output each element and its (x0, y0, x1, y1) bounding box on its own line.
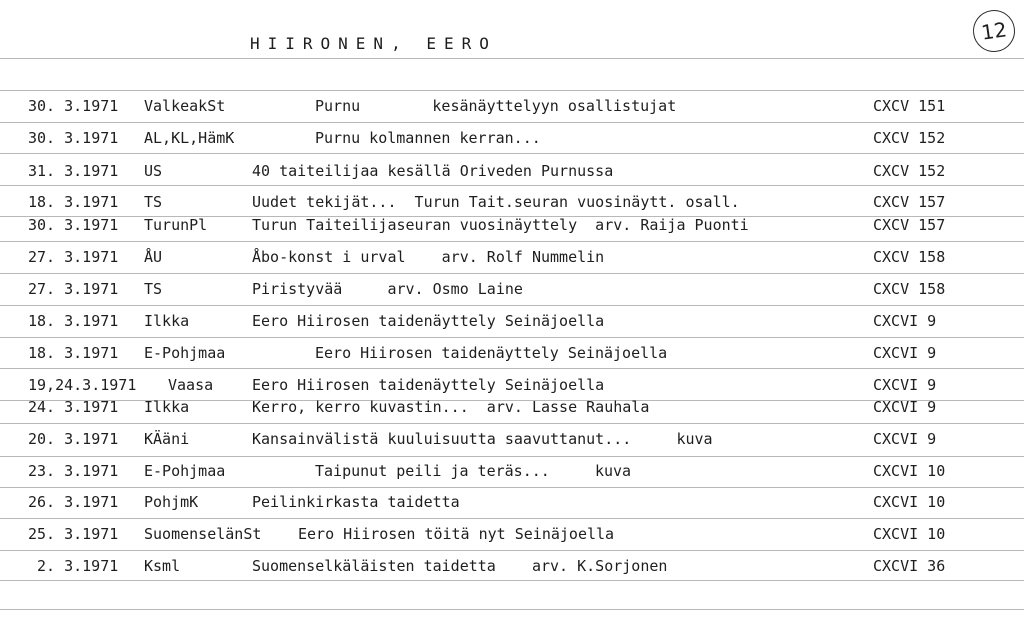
rule-line (0, 580, 1024, 581)
rule-line (0, 518, 1024, 519)
entry-text: Piristyvää arv. Osmo Laine (252, 280, 523, 298)
rule-line (0, 153, 1024, 154)
entry-date: 24. 3.1971 (28, 398, 119, 416)
entry-source: E-Pohjmaa (144, 344, 226, 362)
rule-line (0, 241, 1024, 242)
entry-source: ÅU (144, 248, 163, 266)
entry-ref: CXCVI 9 (873, 430, 937, 448)
entry-ref: CXCVI 10 (873, 493, 946, 511)
entry-source: Vaasa (168, 376, 214, 394)
entry-source: ValkeakSt (144, 97, 226, 115)
entry-source: US (144, 162, 163, 180)
rule-line (0, 487, 1024, 488)
entry-date: 30. 3.1971 (28, 97, 119, 115)
rule-line (0, 185, 1024, 186)
entry-text: Taipunut peili ja teräs... kuva (315, 462, 632, 480)
entry-source: Ksml (144, 557, 181, 575)
entry-date: 18. 3.1971 (28, 193, 119, 211)
entry-ref: CXCV 158 (873, 248, 946, 266)
entry-date: 30. 3.1971 (28, 216, 119, 234)
entry-row (0, 193, 1024, 213)
entry-row (0, 312, 1024, 332)
entry-ref: CXCVI 36 (873, 557, 946, 575)
entry-source: E-Pohjmaa (144, 462, 226, 480)
page-number-circle: 12 (970, 7, 1017, 54)
entry-date: 25. 3.1971 (28, 525, 119, 543)
entry-ref: CXCVI 9 (873, 398, 937, 416)
entry-row (0, 525, 1024, 545)
rule-line (0, 456, 1024, 457)
entry-row (0, 129, 1024, 149)
entry-row (0, 398, 1024, 418)
rule-line (0, 273, 1024, 274)
entry-date: 30. 3.1971 (28, 129, 119, 147)
entry-ref: CXCV 157 (873, 193, 946, 211)
entry-source: PohjmK (144, 493, 199, 511)
rule-line (0, 609, 1024, 610)
entry-ref: CXCVI 9 (873, 344, 937, 362)
entry-ref: CXCV 157 (873, 216, 946, 234)
entry-text: Åbo-konst i urval arv. Rolf Nummelin (252, 248, 605, 266)
entry-text: 40 taiteilijaa kesällä Oriveden Purnussa (252, 162, 614, 180)
entry-text: Eero Hiirosen taidenäyttely Seinäjoella (315, 344, 668, 362)
entry-date: 23. 3.1971 (28, 462, 119, 480)
entry-date: 31. 3.1971 (28, 162, 119, 180)
entry-ref: CXCVI 10 (873, 462, 946, 480)
entry-ref: CXCVI 10 (873, 525, 946, 543)
entry-date: 20. 3.1971 (28, 430, 119, 448)
entry-row (0, 344, 1024, 364)
entry-date: 19,24.3.1971 (28, 376, 137, 394)
entry-source: AL,KL,HämK (144, 129, 235, 147)
entry-date: 18. 3.1971 (28, 312, 119, 330)
entry-ref: CXCV 152 (873, 129, 946, 147)
entry-text: Kerro, kerro kuvastin... arv. Lasse Rauhala (252, 398, 650, 416)
entry-date: 2. 3.1971 (37, 557, 119, 575)
entry-row (0, 557, 1024, 577)
entry-text: Eero Hiirosen töitä nyt Seinäjoella (298, 525, 615, 543)
entry-text: Suomenselkäläisten taidetta arv. K.Sorjonen (252, 557, 668, 575)
rule-line (0, 90, 1024, 91)
rule-line (0, 122, 1024, 123)
entry-date: 18. 3.1971 (28, 344, 119, 362)
entry-source: KÄäni (144, 430, 190, 448)
entry-row (0, 162, 1024, 182)
entry-text: Eero Hiirosen taidenäyttely Seinäjoella (252, 376, 605, 394)
entry-row (0, 97, 1024, 117)
entry-ref: CXCV 151 (873, 97, 946, 115)
entry-row (0, 462, 1024, 482)
rule-line (0, 550, 1024, 551)
entry-source: Ilkka (144, 312, 190, 330)
entry-source: TS (144, 280, 163, 298)
entry-row (0, 280, 1024, 300)
entry-row (0, 430, 1024, 450)
entry-date: 27. 3.1971 (28, 248, 119, 266)
entry-ref: CXCV 158 (873, 280, 946, 298)
entry-ref: CXCV 152 (873, 162, 946, 180)
entry-date: 27. 3.1971 (28, 280, 119, 298)
entry-date: 26. 3.1971 (28, 493, 119, 511)
entry-ref: CXCVI 9 (873, 376, 937, 394)
entry-text: Purnu kesänäyttelyyn osallistujat (315, 97, 677, 115)
rule-line (0, 368, 1024, 369)
entry-source: Ilkka (144, 398, 190, 416)
card-title: HIIRONEN, EERO (250, 34, 497, 53)
entry-row (0, 493, 1024, 513)
rule-line (0, 423, 1024, 424)
entry-text: Purnu kolmannen kerran... (315, 129, 541, 147)
entry-text: Peilinkirkasta taidetta (252, 493, 460, 511)
entry-row (0, 376, 1024, 396)
entry-text: Eero Hiirosen taidenäyttely Seinäjoella (252, 312, 605, 330)
entry-row (0, 216, 1024, 236)
entry-source: SuomenselänSt (144, 525, 262, 543)
rule-line (0, 58, 1024, 59)
entry-ref: CXCVI 9 (873, 312, 937, 330)
rule-line (0, 305, 1024, 306)
entry-text: Uudet tekijät... Turun Tait.seuran vuosinäytt. osall. (252, 193, 740, 211)
entry-source: TurunPl (144, 216, 208, 234)
entry-source: TS (144, 193, 163, 211)
entry-row (0, 248, 1024, 268)
rule-line (0, 337, 1024, 338)
entry-text: Turun Taiteilijaseuran vuosinäyttely arv. Raija Puonti (252, 216, 749, 234)
entry-text: Kansainvälistä kuuluisuutta saavuttanut... kuva (252, 430, 713, 448)
